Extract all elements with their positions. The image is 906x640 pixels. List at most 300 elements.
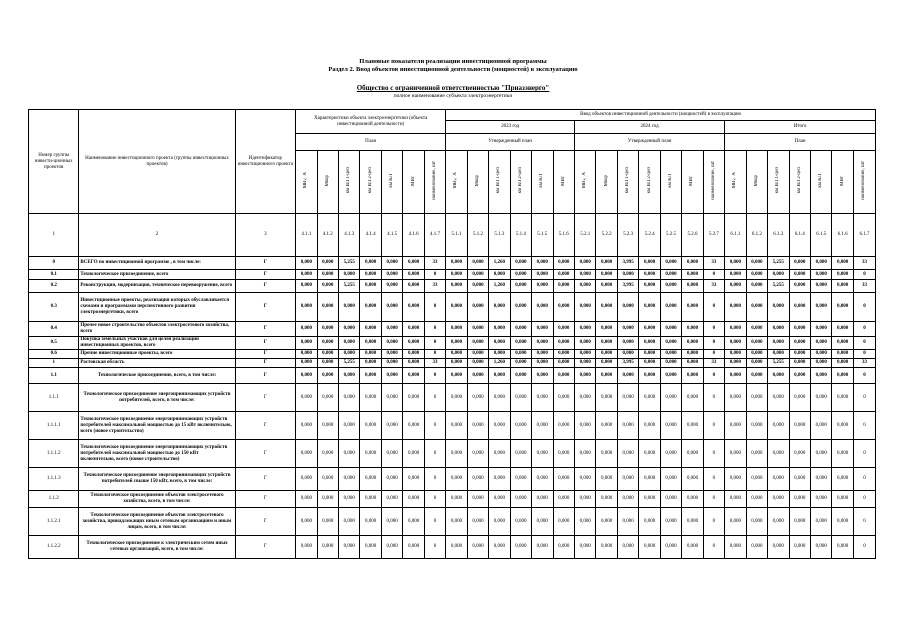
- row-value: 0,000: [832, 293, 853, 322]
- row-value: 0,000: [746, 440, 767, 468]
- row-value: 0: [703, 270, 724, 280]
- row-value: 0,000: [360, 337, 381, 350]
- row-value: 0,000: [553, 468, 574, 491]
- row-identifier: Г: [235, 257, 295, 270]
- row-value: 0,000: [381, 440, 402, 468]
- row-value: 1,260: [489, 280, 510, 293]
- row-name: ВСЕГО по инвестиционной программе , в том числе:: [79, 257, 235, 270]
- row-value: 0,000: [446, 280, 467, 293]
- row-value: 0: [703, 412, 724, 440]
- column-numbers-row: [29, 214, 876, 257]
- row-value: 0,000: [553, 337, 574, 350]
- row-value: 0: [703, 337, 724, 350]
- row-value: 0,000: [467, 468, 488, 491]
- row-value: 0,000: [467, 359, 488, 368]
- row-value: 0,000: [360, 368, 381, 384]
- row-value: 0,000: [317, 270, 338, 280]
- row-value: 0,000: [660, 440, 681, 468]
- row-value: 0,000: [832, 337, 853, 350]
- row-value: 0,000: [789, 368, 810, 384]
- row-value: 0,000: [339, 468, 360, 491]
- column-number: 5.2.3: [617, 214, 638, 257]
- row-value: 0,000: [810, 359, 831, 368]
- row-value: 0,000: [467, 293, 488, 322]
- row-value: 0,000: [832, 280, 853, 293]
- row-value: 0,000: [810, 508, 831, 536]
- row-value: 0,000: [596, 368, 617, 384]
- row-value: 0,000: [746, 508, 767, 536]
- row-number: 0: [29, 257, 79, 270]
- row-value: 0: [703, 536, 724, 559]
- column-number: 4.1.1: [296, 214, 317, 257]
- row-value: 0,000: [532, 368, 553, 384]
- table-cell: [381, 151, 402, 214]
- row-identifier: Г: [235, 491, 295, 508]
- row-value: 0,000: [532, 412, 553, 440]
- row-value: 0,000: [832, 384, 853, 412]
- row-value: 0,000: [510, 359, 531, 368]
- row-value: 33: [853, 280, 875, 293]
- row-value: 0,000: [446, 491, 467, 508]
- row-identifier: Г: [235, 384, 295, 412]
- row-value: 0,000: [403, 468, 424, 491]
- row-value: 0,000: [789, 270, 810, 280]
- table-cell: [789, 151, 810, 214]
- row-value: 0,000: [317, 384, 338, 412]
- row-number: 1.1.2: [29, 491, 79, 508]
- row-value: 0,000: [317, 368, 338, 384]
- unit-label: км КЛ: [539, 173, 545, 188]
- row-value: 0,000: [381, 491, 402, 508]
- row-value: 0,000: [317, 468, 338, 491]
- unit-label: км ВЛ 2-цеп: [367, 167, 373, 194]
- row-value: 0,000: [682, 440, 703, 468]
- row-value: 0,000: [381, 536, 402, 559]
- row-name: Технологическое присоединение объектов электросетевого хозяйства, всего, в том числе:: [79, 491, 235, 508]
- row-value: 0,000: [381, 508, 402, 536]
- row-name: Технологическое присоединение энергопринимающих устройств потребителей свыше 150 кВт, всего, в том числе:: [79, 468, 235, 491]
- row-value: 0,000: [660, 368, 681, 384]
- row-name: Инвестиционные проекты, реализация которых обуславливается схемами и программами перспективного развития электроэнергетики, всего: [79, 293, 235, 322]
- row-value: 0,000: [553, 491, 574, 508]
- row-value: 0,000: [532, 508, 553, 536]
- row-value: 0,000: [768, 350, 789, 359]
- row-number: 0.5: [29, 337, 79, 350]
- row-value: 0,000: [296, 508, 317, 536]
- row-number: 1.1.1.2: [29, 440, 79, 468]
- table-cell: [446, 151, 467, 214]
- row-value: 0,000: [810, 468, 831, 491]
- row-value: 0,000: [768, 440, 789, 468]
- row-identifier: Г: [235, 468, 295, 491]
- row-value: 0,000: [489, 322, 510, 337]
- row-value: 0,000: [532, 440, 553, 468]
- column-number: 4.1.3: [339, 214, 360, 257]
- row-name: Технологическое присоединение объектов электросетевого хозяйства, принадлежащих иным сетевым организациям и иным лицам, всего, в том числе:: [79, 508, 235, 536]
- row-value: 0,000: [381, 293, 402, 322]
- row-value: 0: [853, 350, 875, 359]
- row-identifier: Г: [235, 337, 295, 350]
- row-value: 0,000: [403, 270, 424, 280]
- column-number: 2: [79, 214, 235, 257]
- table-cell: [510, 151, 531, 214]
- row-value: 0,000: [403, 350, 424, 359]
- row-value: 0,000: [768, 368, 789, 384]
- row-value: 0,000: [553, 293, 574, 322]
- row-value: 0,000: [403, 491, 424, 508]
- row-value: 0,000: [810, 368, 831, 384]
- row-value: 0,000: [574, 440, 595, 468]
- row-value: 0,000: [725, 508, 746, 536]
- row-value: 0: [853, 384, 875, 412]
- row-value: 5,255: [339, 280, 360, 293]
- row-value: 0,000: [510, 468, 531, 491]
- row-value: 0,000: [489, 508, 510, 536]
- row-value: 0,000: [553, 440, 574, 468]
- row-value: 0,000: [789, 412, 810, 440]
- row-value: 0,000: [446, 468, 467, 491]
- row-value: 0,000: [446, 257, 467, 270]
- row-value: 0,000: [617, 508, 638, 536]
- row-value: 0,000: [617, 384, 638, 412]
- row-value: 33: [424, 359, 445, 368]
- row-value: 0,000: [768, 412, 789, 440]
- row-value: 33: [853, 359, 875, 368]
- row-value: 0: [424, 508, 445, 536]
- column-number: 6.1.1: [725, 214, 746, 257]
- row-value: 0,000: [682, 350, 703, 359]
- row-value: 3,995: [617, 280, 638, 293]
- row-value: 0,000: [832, 468, 853, 491]
- header-commissioning: Ввод объектов инвестиционной деятельности (мощностей) в эксплуатацию: [446, 110, 876, 121]
- row-value: 0: [424, 440, 445, 468]
- table-cell: [532, 151, 553, 214]
- row-value: 0: [424, 293, 445, 322]
- row-number: 1.1: [29, 368, 79, 384]
- row-value: 0,000: [489, 412, 510, 440]
- row-value: 0,000: [617, 337, 638, 350]
- row-value: 0,000: [682, 322, 703, 337]
- unit-label: МВт: [410, 175, 416, 186]
- table-cell: [660, 151, 681, 214]
- row-value: 0: [424, 536, 445, 559]
- row-value: 0,000: [725, 257, 746, 270]
- row-number: 1.1.2.1: [29, 508, 79, 536]
- row-value: 0,000: [510, 368, 531, 384]
- row-value: 33: [424, 280, 445, 293]
- row-value: 0,000: [596, 508, 617, 536]
- row-value: 0,000: [403, 536, 424, 559]
- row-value: 0,000: [639, 257, 660, 270]
- row-value: 0,000: [746, 270, 767, 280]
- row-value: 0,000: [510, 440, 531, 468]
- unit-label: Мвар: [753, 174, 759, 187]
- row-value: 0,000: [639, 280, 660, 293]
- doc-title-line1: Плановые показатели реализации инвестиционной программы: [359, 58, 547, 65]
- row-value: 0,000: [789, 350, 810, 359]
- row-value: 0,000: [296, 412, 317, 440]
- column-number: 6.1.2: [746, 214, 767, 257]
- table-row: [29, 270, 876, 280]
- row-value: 0,000: [532, 359, 553, 368]
- row-value: 0,000: [360, 508, 381, 536]
- row-value: 0,000: [660, 384, 681, 412]
- header-approved-plan-2023: Утвержденный план: [446, 134, 575, 151]
- row-value: 0,000: [339, 350, 360, 359]
- column-number: 1: [29, 214, 79, 257]
- row-value: 0,000: [725, 384, 746, 412]
- table-cell: [617, 151, 638, 214]
- row-value: 1,260: [489, 359, 510, 368]
- row-name: Технологическое присоединение энергопринимающих устройств потребителей максимальной мощностью до 150 кВт включительно, всего (новое строительство): [79, 440, 235, 468]
- table-row: [29, 293, 876, 322]
- row-value: 0,000: [639, 536, 660, 559]
- unit-label: Мвар: [603, 174, 609, 187]
- table-row: [29, 536, 876, 559]
- row-value: 0,000: [403, 440, 424, 468]
- row-value: 0,000: [832, 440, 853, 468]
- row-value: 0,000: [574, 293, 595, 322]
- unit-label: Мвар: [474, 174, 480, 187]
- row-value: 0,000: [381, 322, 402, 337]
- row-value: 0,000: [296, 468, 317, 491]
- row-value: 0,000: [682, 270, 703, 280]
- row-value: 0,000: [682, 337, 703, 350]
- row-value: 0,000: [810, 384, 831, 412]
- row-value: 0,000: [446, 337, 467, 350]
- row-value: 0,000: [789, 293, 810, 322]
- row-value: 0,000: [789, 257, 810, 270]
- row-value: 0,000: [467, 270, 488, 280]
- row-value: 0,000: [489, 440, 510, 468]
- row-value: 0,000: [381, 270, 402, 280]
- table-cell: [467, 151, 488, 214]
- unit-label: наименование, шт: [432, 161, 438, 200]
- row-identifier: Г: [235, 270, 295, 280]
- unit-label: МВт: [560, 175, 566, 186]
- row-value: 0,000: [832, 368, 853, 384]
- row-value: 0,000: [317, 491, 338, 508]
- row-value: 0,000: [381, 468, 402, 491]
- row-value: 0,000: [832, 359, 853, 368]
- row-name: Прочее новое строительство объектов электросетевого хозяйства, всего: [79, 322, 235, 337]
- row-value: 0,000: [467, 491, 488, 508]
- table-cell: [574, 151, 595, 214]
- unit-label: км КЛ: [668, 173, 674, 188]
- header-row: [29, 110, 876, 121]
- row-value: 0: [424, 491, 445, 508]
- header-year-2023: 2023 год: [446, 121, 575, 134]
- header-project-id: Идентификатор инвестиционного проекта: [235, 110, 295, 214]
- row-value: 0,000: [639, 384, 660, 412]
- row-value: 0,000: [832, 412, 853, 440]
- row-value: 0,000: [596, 337, 617, 350]
- unit-label: км ВЛ 1-цеп: [346, 167, 352, 194]
- column-number: 6.1.7: [853, 214, 875, 257]
- row-value: 0,000: [381, 350, 402, 359]
- row-value: 0,000: [489, 337, 510, 350]
- row-value: 0,000: [339, 293, 360, 322]
- row-value: 0,000: [660, 491, 681, 508]
- row-value: 0,000: [317, 337, 338, 350]
- row-value: 0,000: [746, 350, 767, 359]
- row-value: 0,000: [596, 468, 617, 491]
- row-value: 0: [853, 322, 875, 337]
- row-value: 0,000: [725, 350, 746, 359]
- row-value: 0,000: [510, 270, 531, 280]
- table-row: [29, 508, 876, 536]
- row-value: 0,000: [510, 322, 531, 337]
- row-value: 0,000: [660, 270, 681, 280]
- row-value: 0,000: [553, 322, 574, 337]
- row-value: 0,000: [810, 337, 831, 350]
- table-cell: [424, 151, 445, 214]
- row-value: 0,000: [660, 468, 681, 491]
- row-value: 0,000: [574, 257, 595, 270]
- row-value: 0,000: [810, 322, 831, 337]
- row-value: 0,000: [725, 280, 746, 293]
- unit-label: МВ×А: [732, 172, 738, 189]
- row-value: 0,000: [596, 293, 617, 322]
- row-value: 0: [853, 440, 875, 468]
- row-number: 0.4: [29, 322, 79, 337]
- row-value: 0,000: [682, 384, 703, 412]
- row-name: Реконструкция, модернизация, техническое перевооружение, всего: [79, 280, 235, 293]
- row-value: 0,000: [467, 350, 488, 359]
- row-value: 0,000: [339, 491, 360, 508]
- row-value: 0,000: [317, 322, 338, 337]
- row-value: 0,000: [596, 359, 617, 368]
- row-value: 0,000: [725, 368, 746, 384]
- row-value: 0,000: [810, 412, 831, 440]
- row-value: 0,000: [553, 368, 574, 384]
- row-value: 0,000: [467, 337, 488, 350]
- row-value: 0,000: [660, 337, 681, 350]
- row-value: 3,995: [617, 257, 638, 270]
- row-value: 1,260: [489, 257, 510, 270]
- row-value: 0,000: [725, 440, 746, 468]
- row-value: 0,000: [574, 368, 595, 384]
- row-value: 0,000: [360, 359, 381, 368]
- row-value: 0,000: [639, 322, 660, 337]
- row-value: 0: [703, 322, 724, 337]
- row-value: 0,000: [381, 412, 402, 440]
- row-value: 0,000: [553, 412, 574, 440]
- row-value: 0,000: [639, 359, 660, 368]
- header-approved-plan-2024: Утвержденный план: [574, 134, 724, 151]
- column-number: 4.1.5: [381, 214, 402, 257]
- row-value: 33: [853, 257, 875, 270]
- row-value: 0,000: [446, 368, 467, 384]
- row-value: 0,000: [789, 359, 810, 368]
- row-value: 0: [703, 293, 724, 322]
- row-value: 0,000: [381, 384, 402, 412]
- row-name: Технологическое присоединение энергопринимающих устройств потребителей, всего, в том числе:: [79, 384, 235, 412]
- row-value: 0,000: [746, 280, 767, 293]
- row-identifier: Г: [235, 440, 295, 468]
- column-number: 5.1.4: [510, 214, 531, 257]
- row-name: Покупка земельных участков для целей реализации инвестиционных проектов, всего: [79, 337, 235, 350]
- unit-label: км ВЛ 1-цеп: [496, 167, 502, 194]
- row-value: 0,000: [467, 440, 488, 468]
- header-project-name: Наименование инвестиционного проекта (группы инвестиционных проектов): [79, 110, 235, 214]
- row-value: 0,000: [296, 384, 317, 412]
- row-value: 0: [853, 468, 875, 491]
- row-name: Технологическое присоединение к электрическим сетям иных сетевых организаций, всего, в том числе:: [79, 536, 235, 559]
- row-value: 0,000: [532, 322, 553, 337]
- row-value: 0,000: [403, 359, 424, 368]
- row-value: 0,000: [403, 368, 424, 384]
- row-value: 0,000: [660, 280, 681, 293]
- row-value: 0,000: [446, 412, 467, 440]
- row-value: 0,000: [317, 350, 338, 359]
- row-value: 0,000: [639, 440, 660, 468]
- row-value: 0,000: [574, 468, 595, 491]
- row-value: 0,000: [446, 270, 467, 280]
- row-value: 0,000: [789, 440, 810, 468]
- column-number: 5.2.1: [574, 214, 595, 257]
- row-value: 0,000: [339, 440, 360, 468]
- column-number: 5.2.4: [639, 214, 660, 257]
- row-value: 0,000: [639, 350, 660, 359]
- table-cell: [317, 151, 338, 214]
- row-value: 0,000: [467, 322, 488, 337]
- row-value: 0: [424, 368, 445, 384]
- row-value: 0,000: [682, 368, 703, 384]
- row-value: 0,000: [574, 412, 595, 440]
- row-identifier: Г: [235, 508, 295, 536]
- row-value: 0,000: [339, 368, 360, 384]
- unit-label: наименование, шт: [861, 161, 867, 200]
- row-value: 0,000: [446, 536, 467, 559]
- row-name: Ростовская область: [79, 359, 235, 368]
- row-value: 0,000: [660, 359, 681, 368]
- row-number: 0.2: [29, 280, 79, 293]
- row-value: 0,000: [403, 257, 424, 270]
- column-number: 4.1.2: [317, 214, 338, 257]
- row-value: 0,000: [467, 508, 488, 536]
- row-value: 0,000: [596, 491, 617, 508]
- row-value: 0,000: [639, 468, 660, 491]
- row-value: 0,000: [360, 257, 381, 270]
- row-number: 0.3: [29, 293, 79, 322]
- row-value: 0,000: [296, 536, 317, 559]
- row-value: 0,000: [381, 280, 402, 293]
- row-value: 0,000: [296, 257, 317, 270]
- column-number: 3: [235, 214, 295, 257]
- table-cell: [403, 151, 424, 214]
- table-row: [29, 359, 876, 368]
- row-value: 33: [703, 280, 724, 293]
- table-cell: [832, 151, 853, 214]
- row-value: 0,000: [639, 293, 660, 322]
- row-value: 0,000: [381, 257, 402, 270]
- row-value: 0,000: [296, 440, 317, 468]
- row-value: 0,000: [510, 412, 531, 440]
- table-cell: [810, 151, 831, 214]
- row-value: 0,000: [810, 280, 831, 293]
- row-value: 0,000: [381, 359, 402, 368]
- row-value: 0,000: [296, 280, 317, 293]
- row-value: 0,000: [832, 508, 853, 536]
- row-value: 0,000: [789, 536, 810, 559]
- row-value: 0: [424, 412, 445, 440]
- unit-label: км ВЛ 2-цеп: [796, 167, 802, 194]
- row-value: 0,000: [296, 337, 317, 350]
- table-cell: [682, 151, 703, 214]
- row-value: 0,000: [746, 257, 767, 270]
- row-value: 0,000: [296, 368, 317, 384]
